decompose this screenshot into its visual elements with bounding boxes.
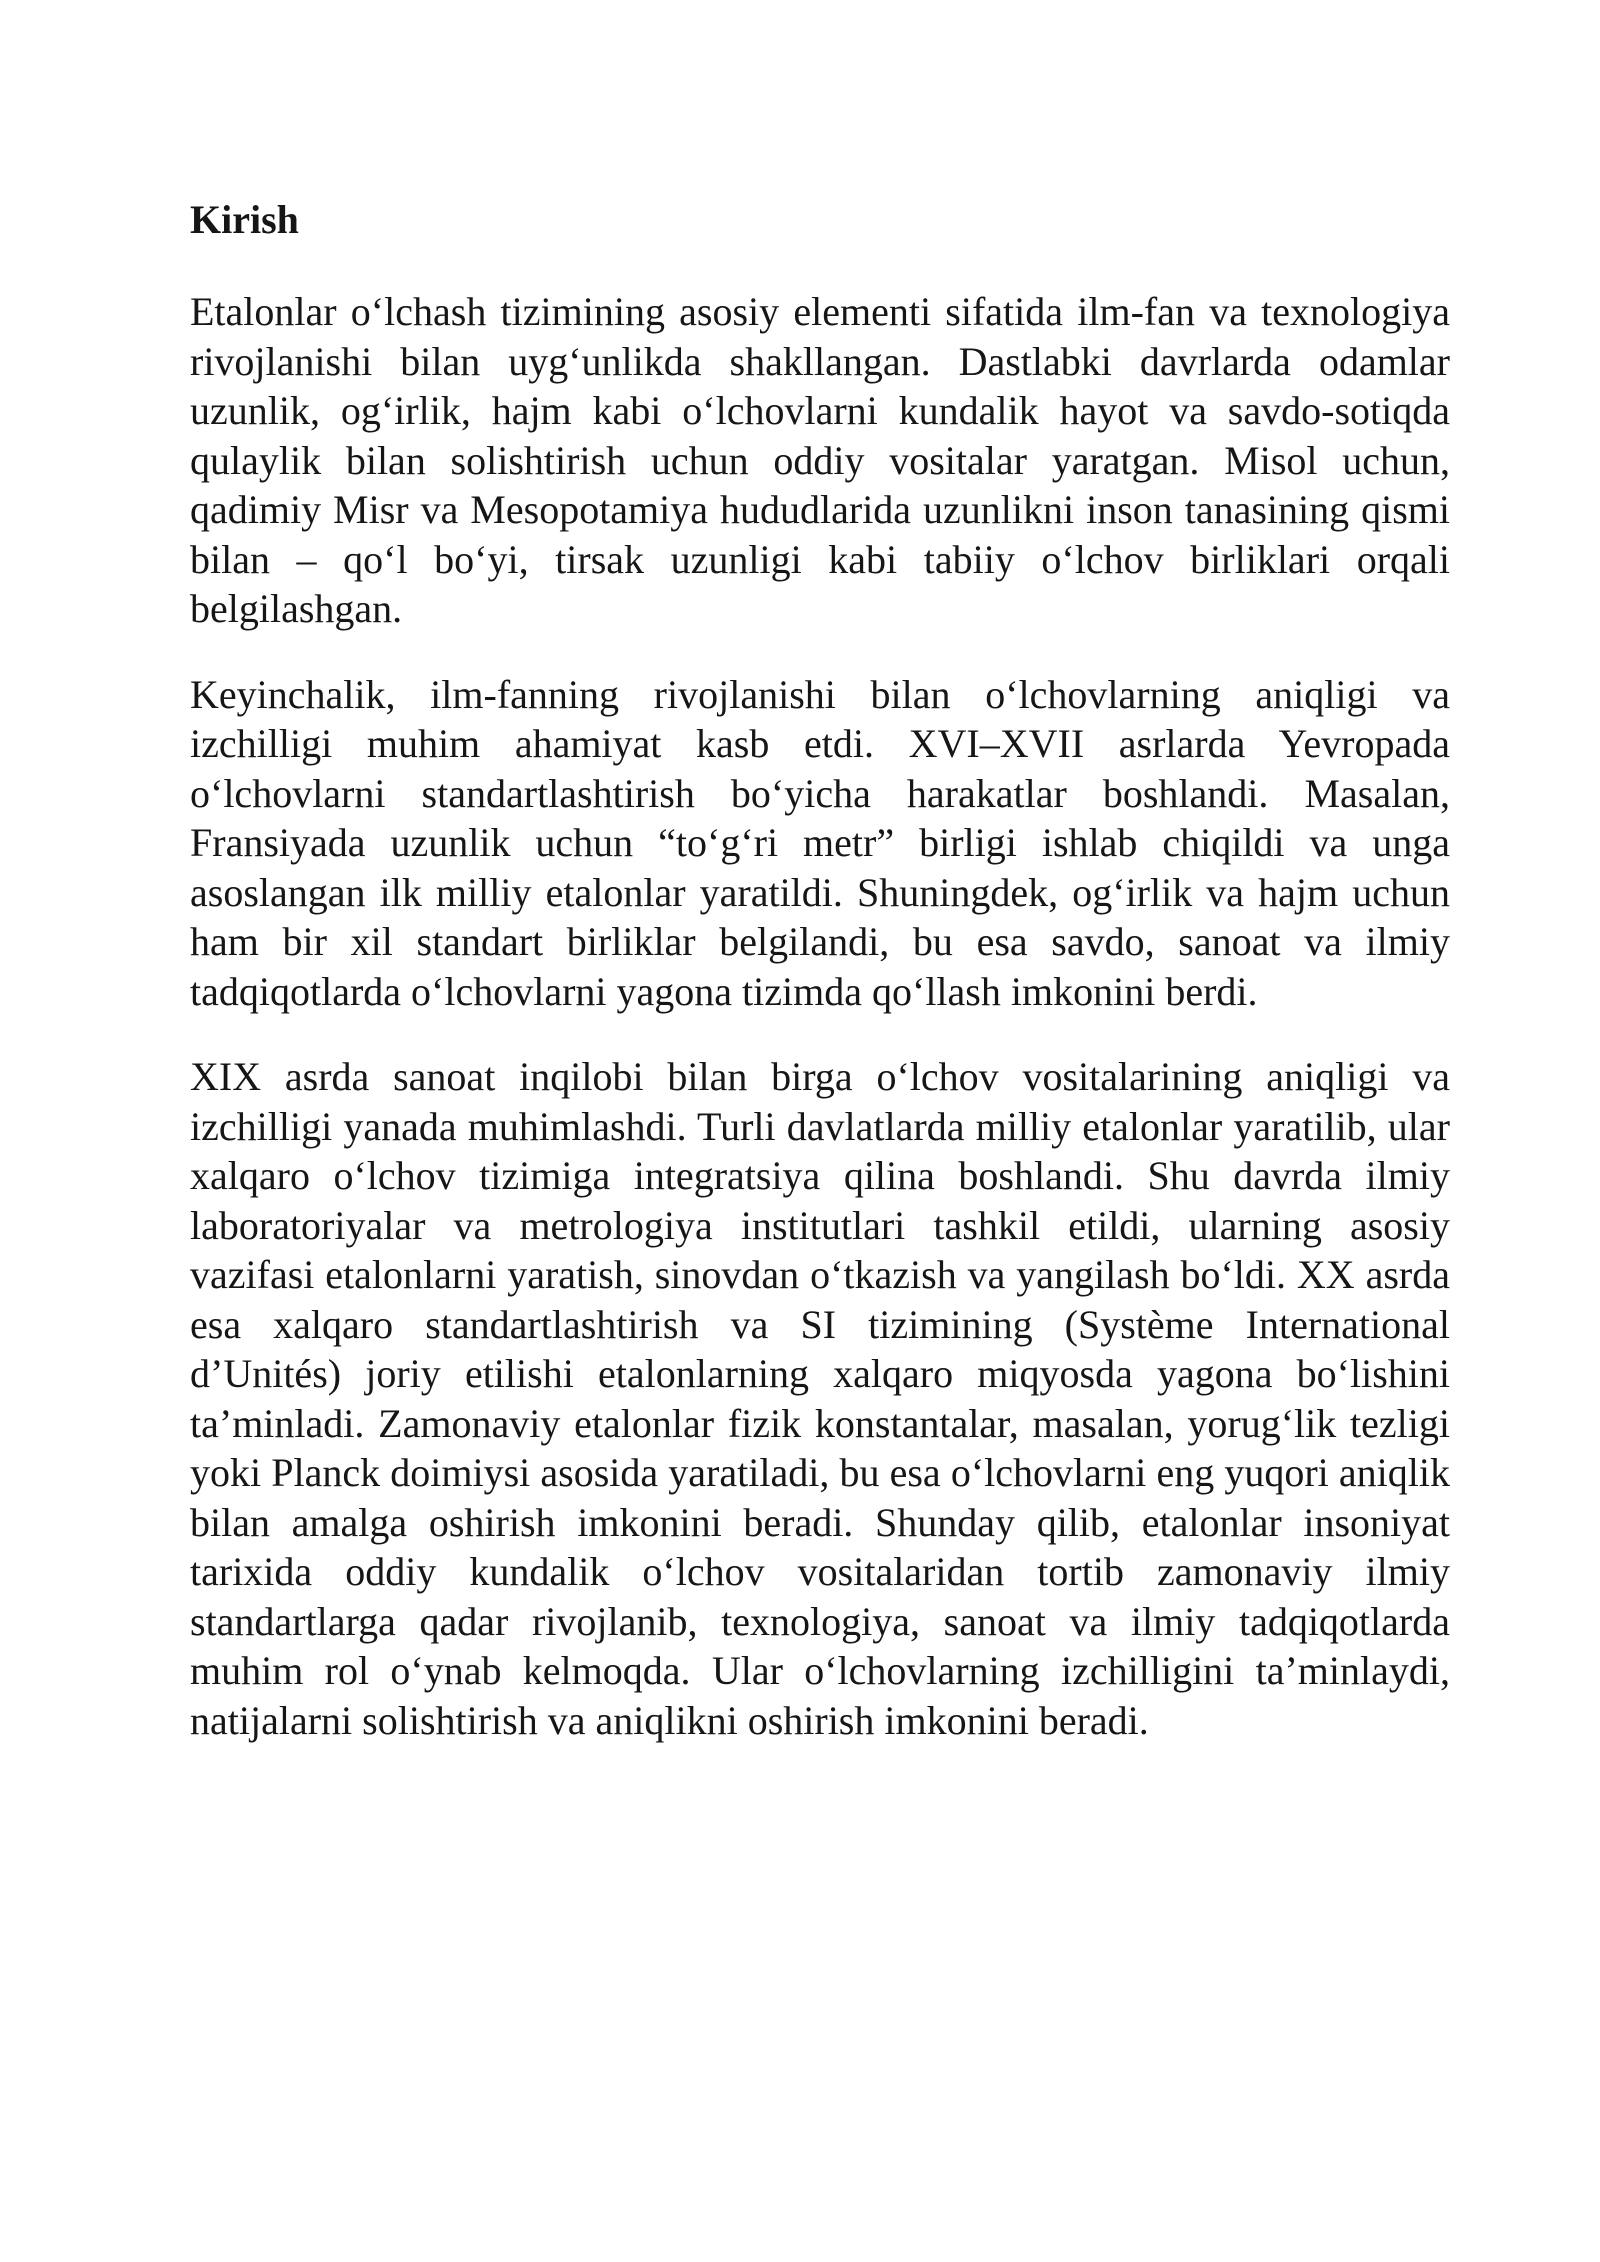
document-page: [190, 190, 1450, 1781]
paragraph-3: XIX asrda sanoat inqilobi bilan birga o‘lchov vositalarining aniqligi va izchilligi yanada muhimlashdi. Turli davlatlarda milliy etalonlar yaratilib, ular xalqaro o‘lchov tizimiga integratsiya qilina boshlandi. Shu davrda ilmiy laboratoriyalar va metrologiya institutlari tashkil etildi, ularning asosiy vazifasi etalonlarni yaratish, sinovdan o‘tkazish va yangilash bo‘ldi. XX asrda esa xalqaro standartlashtirish va SI tizimining (Système International d’Unités) joriy etilishi etalonlarning xalqaro miqyosda yagona bo‘lishini ta’minladi. Zamonaviy etalonlar fizik konstantalar, masalan, yorug‘lik tezligi yoki Planck doimiysi asosida yaratiladi, bu esa o‘lchovlarni eng yuqori aniqlik bilan amalga oshirish imkonini beradi. Shunday qilib, etalonlar insoniyat tarixida oddiy kundalik o‘lchov vositalaridan tortib zamonaviy ilmiy standartlarga qadar rivojlanib, texnologiya, sanoat va ilmiy tadqiqotlarda muhim rol o‘ynab kelmoqda. Ular o‘lchovlarning izchilligini ta’minlaydi, natijalarni solishtirish va aniqlikni oshirish imkonini beradi.: [190, 1054, 1450, 1743]
paragraph-1: Etalonlar o‘lchash tizimining asosiy elementi sifatida ilm-fan va texnologiya rivojlanishi bilan uyg‘unlikda shakllangan. Dastlabki davrlarda odamlar uzunlik, og‘irlik, hajm kabi o‘lchovlarni kundalik hayot va savdo-sotiqda qulaylik bilan solishtirish uchun oddiy vositalar yaratgan. Misol uchun, qadimiy Misr va Mesopotamiya hududlarida uzunlikni inson tanasining qismi bilan – qo‘l bo‘yi, tirsak uzunligi kabi tabiiy o‘lchov birliklari orqali belgilashgan.: [190, 289, 1450, 631]
section-heading: Kirish: [190, 197, 299, 242]
paragraph-2: Keyinchalik, ilm-fanning rivojlanishi bilan o‘lchovlarning aniqligi va izchilligi muhim ahamiyat kasb etdi. XVI–XVII asrlarda Yevropada o‘lchovlarni standartlashtirish bo‘yicha harakatlar boshlandi. Masalan, Fransiyada uzunlik uchun “to‘g‘ri metr” birligi ishlab chiqildi va unga asoslangan ilk milliy etalonlar yaratildi. Shuningdek, og‘irlik va hajm uchun ham bir xil standart birliklar belgilandi, bu esa savdo, sanoat va ilmiy tadqiqotlarda o‘lchovlarni yagona tizimda qo‘llash imkonini berdi.: [190, 671, 1450, 1014]
